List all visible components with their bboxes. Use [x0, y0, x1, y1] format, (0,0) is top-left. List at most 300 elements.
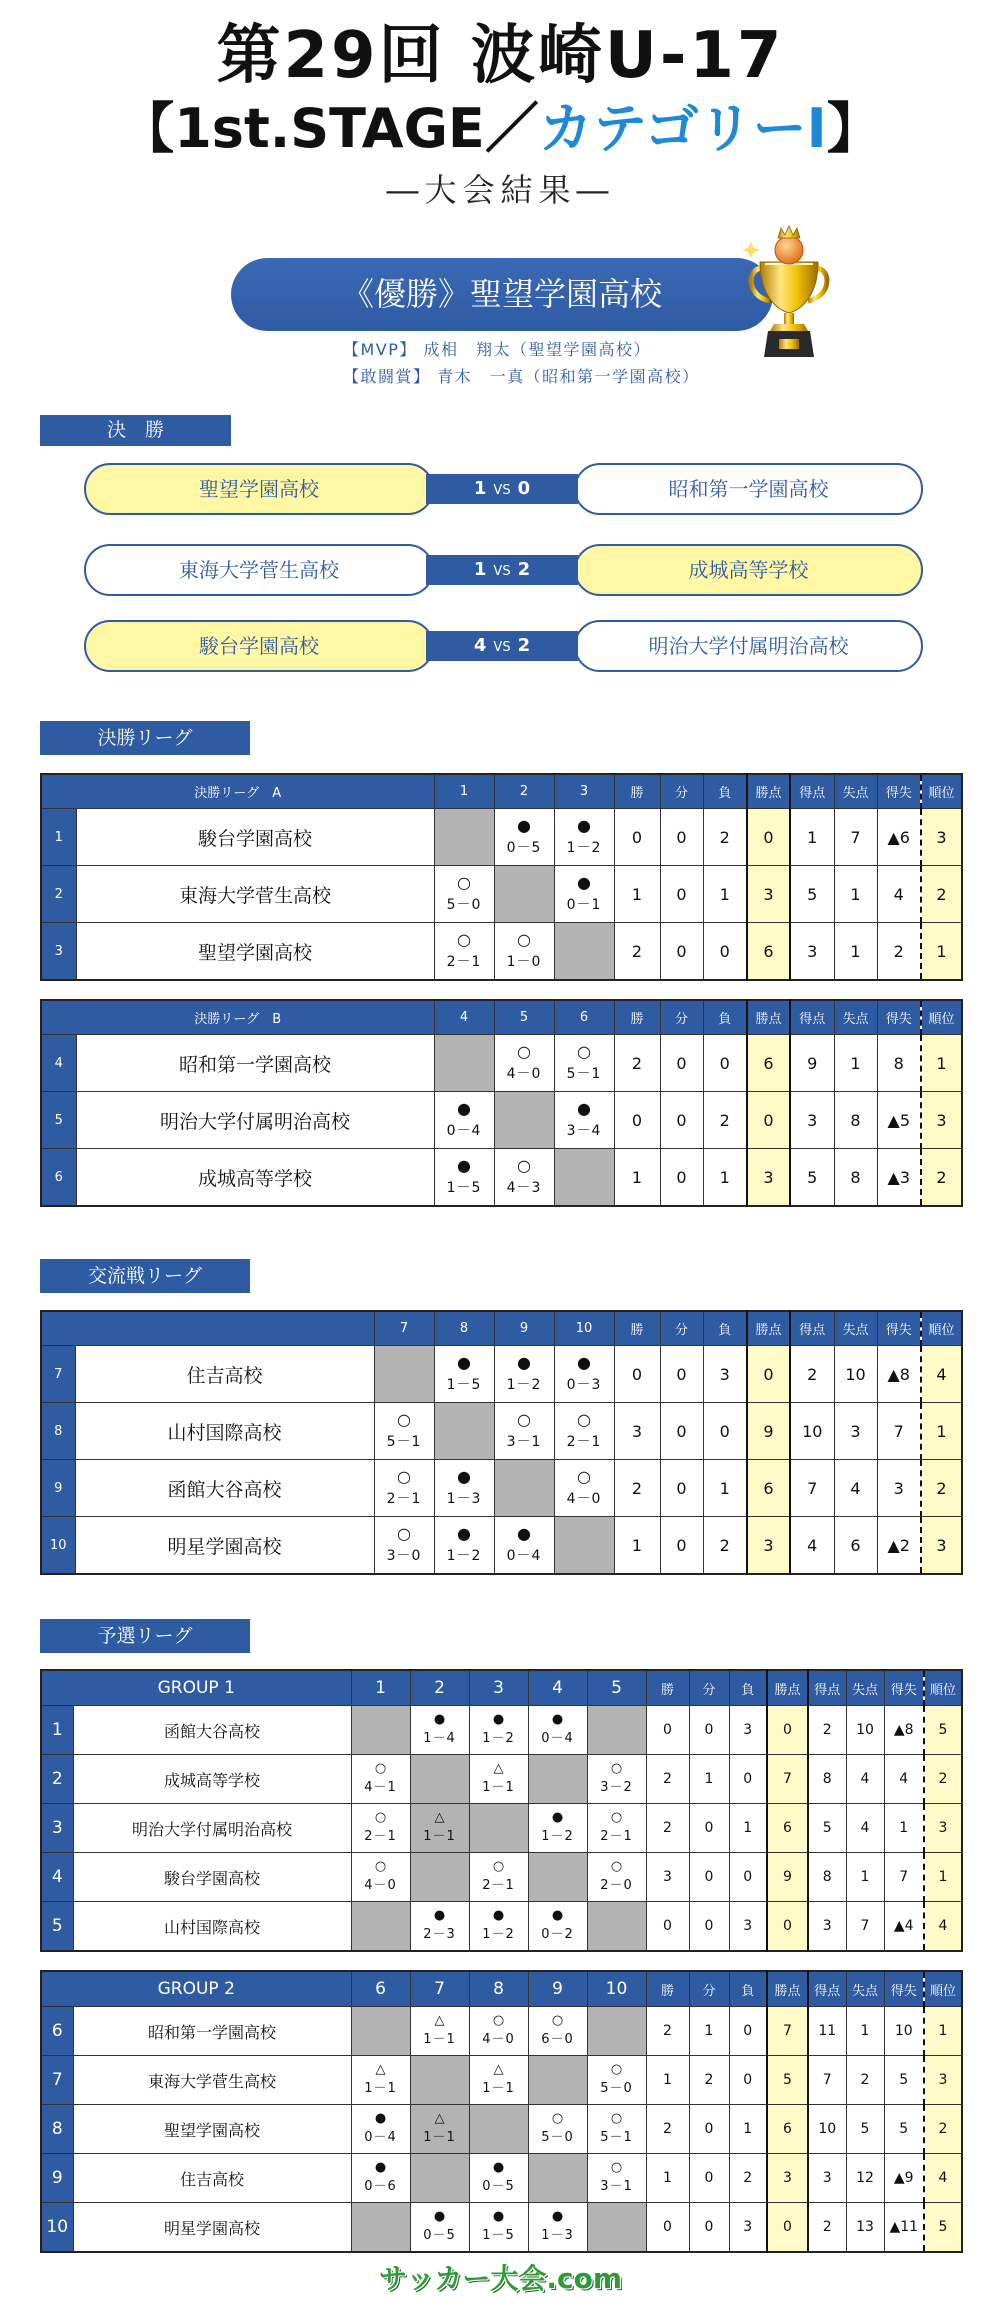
- team-name: 成城高等学校: [73, 1755, 351, 1804]
- match-result-cell: [528, 1706, 587, 1755]
- stat-points: 7: [767, 2007, 808, 2056]
- match-result: [411, 1805, 469, 1851]
- stat-losses: 3: [703, 1346, 747, 1403]
- no-match-cell: [587, 2007, 646, 2056]
- stat-draws: 1: [689, 1755, 729, 1804]
- stat-goals-against: 1: [846, 2007, 884, 2056]
- match-result: [555, 1461, 614, 1515]
- opponent-column-number: 9: [494, 1311, 554, 1346]
- stat-goals-for: 2: [808, 1706, 846, 1755]
- match-result-cell: [434, 866, 494, 923]
- team-name: 駿台学園高校: [73, 1853, 351, 1902]
- team-name: 東海大学菅生高校: [76, 866, 434, 923]
- exchange-league-section-header: 交流戦リーグ: [40, 1259, 250, 1293]
- match-result-cell: [587, 2105, 646, 2154]
- result-mark: ●: [577, 1353, 591, 1372]
- stat-goals-against: 13: [846, 2203, 884, 2253]
- stat-goals-for: 10: [790, 1403, 834, 1460]
- stat-draws: 0: [660, 1035, 703, 1092]
- final-league-section-header: 決勝リーグ: [40, 721, 250, 755]
- vs-label: VS: [493, 483, 511, 498]
- match-score: 0－2: [541, 1927, 574, 1942]
- match-score: 1－5: [446, 1180, 482, 1196]
- match-result: [495, 1150, 554, 1204]
- stat-rank: 1: [924, 1853, 962, 1902]
- match-result-cell: [434, 1346, 494, 1403]
- match-result-cell: [528, 2203, 587, 2253]
- final-match: [0, 544, 1001, 596]
- score-left: 4: [473, 635, 487, 656]
- stat-losses: 0: [729, 1853, 767, 1902]
- match-result: [529, 1805, 587, 1851]
- stat-losses: 0: [729, 2007, 767, 2056]
- match-result-cell: [374, 1460, 434, 1517]
- match-score: 1－1: [482, 1780, 515, 1795]
- match-score: 5－1: [600, 2130, 633, 2145]
- match-result: [555, 1404, 614, 1458]
- stat-goal-difference: ▲2: [877, 1517, 921, 1575]
- stat-wins-header: 勝: [646, 1971, 689, 2007]
- final-team-left: 駿台学園高校: [84, 620, 434, 672]
- no-match-cell: [351, 1902, 410, 1952]
- stat-losses: 0: [703, 1035, 747, 1092]
- team-name: 山村国際高校: [75, 1403, 374, 1460]
- stat-wins-header: 勝: [614, 1000, 660, 1035]
- table-row: [41, 2203, 962, 2253]
- stat-losses: 2: [703, 809, 747, 866]
- stat-points: 0: [767, 1706, 808, 1755]
- stat-draws-header: 分: [689, 1971, 729, 2007]
- match-result-cell: [351, 1853, 410, 1902]
- match-result: [352, 2155, 410, 2201]
- table-title: GROUP 1: [41, 1670, 351, 1706]
- stat-draws: 0: [660, 1092, 703, 1149]
- match-score: 4－0: [364, 1878, 397, 1893]
- stat-goals-for: 2: [808, 2203, 846, 2253]
- match-score: 4－0: [566, 1491, 602, 1507]
- stat-goals-for: 2: [790, 1346, 834, 1403]
- stat-wins: 1: [646, 2056, 689, 2105]
- match-result: [529, 1707, 587, 1753]
- no-match-cell: [554, 1149, 614, 1207]
- stat-goals-for: 3: [808, 1902, 846, 1952]
- stat-goals-for: 9: [790, 1035, 834, 1092]
- result-mark: ●: [551, 1712, 564, 1727]
- match-result-cell: [494, 1346, 554, 1403]
- table-row: [41, 2007, 962, 2056]
- result-mark: ●: [551, 2209, 564, 2224]
- stat-goal-difference: ▲6: [877, 809, 921, 866]
- match-result-cell: [434, 1092, 494, 1149]
- stat-goals-for: 3: [808, 2154, 846, 2203]
- result-mark: ●: [433, 1712, 446, 1727]
- match-score: 1－1: [423, 2130, 456, 2145]
- match-result: [470, 1854, 528, 1900]
- match-result-cell: [351, 1804, 410, 1853]
- no-match-cell: [469, 2105, 528, 2154]
- opponent-column-number: 4: [528, 1670, 587, 1706]
- stat-wins: 0: [614, 809, 660, 866]
- team-number: 5: [41, 1092, 76, 1149]
- match-result: [435, 1093, 494, 1147]
- table-title: 決勝リーグ B: [41, 1000, 434, 1035]
- table-row: [41, 923, 962, 981]
- stat-rank: 3: [924, 2056, 962, 2105]
- score-right: 2: [517, 635, 531, 656]
- match-result: [375, 1461, 434, 1515]
- no-match-cell: [410, 2154, 469, 2203]
- stat-goals-against: 10: [834, 1346, 877, 1403]
- opponent-column-number: 7: [410, 1971, 469, 2007]
- stat-goal-difference: 3: [877, 1460, 921, 1517]
- stat-points: 6: [767, 2105, 808, 2154]
- standings-table: [40, 773, 963, 981]
- no-match-cell: [374, 1346, 434, 1403]
- results-subtitle: ―大会結果―: [386, 171, 615, 209]
- stat-points: 0: [747, 1092, 790, 1149]
- team-number: 6: [41, 2007, 73, 2056]
- match-result-cell: [351, 2154, 410, 2203]
- match-score: 2－1: [600, 1829, 633, 1844]
- stat-wins: 2: [614, 1460, 660, 1517]
- match-result: [435, 924, 494, 978]
- table-row: [41, 1804, 962, 1853]
- stat-goal-difference-header: 得失: [877, 1311, 921, 1346]
- match-result-cell: [528, 1804, 587, 1853]
- match-score: 1－2: [446, 1548, 482, 1564]
- mvp-award: 【MVP】 成相 翔太（聖望学園高校）: [343, 340, 651, 359]
- match-result: [352, 2106, 410, 2152]
- no-match-cell: [494, 866, 554, 923]
- stat-rank: 1: [924, 2007, 962, 2056]
- stat-points-header: 勝点: [747, 1311, 790, 1346]
- stat-goal-difference: ▲8: [884, 1706, 924, 1755]
- no-match-cell: [410, 2056, 469, 2105]
- match-result: [435, 1518, 494, 1572]
- team-number: 9: [41, 1460, 75, 1517]
- stat-draws: 0: [660, 1460, 703, 1517]
- match-result: [435, 1150, 494, 1204]
- stat-losses: 3: [729, 1902, 767, 1952]
- stat-losses: 2: [703, 1092, 747, 1149]
- final-team-right: 明治大学付属明治高校: [574, 620, 923, 672]
- match-result: [529, 2008, 587, 2054]
- result-mark: ●: [433, 1908, 446, 1923]
- match-result: [470, 2155, 528, 2201]
- stat-wins: 0: [646, 2203, 689, 2253]
- table-row: [41, 1346, 962, 1403]
- stat-points: 7: [767, 1755, 808, 1804]
- no-match-cell: [351, 1706, 410, 1755]
- table-row: [41, 1706, 962, 1755]
- opponent-column-number: 10: [554, 1311, 614, 1346]
- team-number: 4: [41, 1853, 73, 1902]
- final-score: [426, 555, 578, 585]
- match-score: 1－2: [482, 1927, 515, 1942]
- match-result: [495, 1347, 554, 1401]
- stat-points: 9: [767, 1853, 808, 1902]
- match-result-cell: [587, 1755, 646, 1804]
- stat-goal-difference: 5: [884, 2105, 924, 2154]
- stat-wins: 1: [614, 866, 660, 923]
- stat-goal-difference-header: 得失: [884, 1971, 924, 2007]
- team-number: 10: [41, 2203, 73, 2253]
- stat-draws: 0: [660, 1346, 703, 1403]
- match-result-cell: [554, 1346, 614, 1403]
- result-mark: ○: [374, 1761, 387, 1776]
- match-score: 1－2: [482, 1731, 515, 1746]
- match-result: [529, 1903, 587, 1949]
- stat-goal-difference: 7: [884, 1853, 924, 1902]
- fighting-spirit-award: 【敢闘賞】 青木 一真（昭和第一学園高校）: [343, 367, 700, 386]
- opponent-column-number: 3: [554, 774, 614, 809]
- stat-points: 3: [747, 866, 790, 923]
- match-result-cell: [351, 1755, 410, 1804]
- match-result: [529, 2204, 587, 2250]
- stat-draws-header: 分: [660, 1000, 703, 1035]
- result-mark: ○: [610, 1859, 623, 1874]
- stat-wins-header: 勝: [614, 774, 660, 809]
- team-name: 明治大学付属明治高校: [76, 1092, 434, 1149]
- stage-label: 【1st.STAGE／: [120, 97, 539, 160]
- match-result-cell: [587, 2154, 646, 2203]
- result-mark: ●: [577, 873, 591, 892]
- stat-losses: 1: [703, 866, 747, 923]
- team-name: 明星学園高校: [73, 2203, 351, 2253]
- match-result-cell: [469, 1902, 528, 1952]
- match-result: [555, 867, 614, 921]
- table-row: [41, 809, 962, 866]
- stat-points: 0: [747, 809, 790, 866]
- match-score: 4－3: [506, 1180, 542, 1196]
- match-result: [411, 1903, 469, 1949]
- opponent-column-number: 8: [434, 1311, 494, 1346]
- match-score: 3－1: [506, 1434, 542, 1450]
- stat-wins: 3: [614, 1403, 660, 1460]
- stat-goals-against-header: 失点: [846, 1670, 884, 1706]
- result-mark: ●: [433, 2209, 446, 2224]
- stat-rank-header: 順位: [921, 1311, 962, 1346]
- stat-rank: 3: [924, 1804, 962, 1853]
- match-result: [495, 810, 554, 864]
- match-score: 3－4: [566, 1123, 602, 1139]
- opponent-column-number: 6: [351, 1971, 410, 2007]
- result-mark: ○: [610, 2160, 623, 2175]
- team-name: 函館大谷高校: [73, 1706, 351, 1755]
- stat-draws: 0: [689, 1804, 729, 1853]
- stat-draws: 0: [660, 1403, 703, 1460]
- team-number: 6: [41, 1149, 76, 1207]
- stat-losses: 1: [729, 2105, 767, 2154]
- match-score: 5－0: [541, 2130, 574, 2145]
- stat-points: 3: [747, 1517, 790, 1575]
- team-name: 山村国際高校: [73, 1902, 351, 1952]
- stat-losses: 3: [729, 1706, 767, 1755]
- match-result-cell: [587, 1804, 646, 1853]
- match-result: [470, 1903, 528, 1949]
- opponent-column-number: 8: [469, 1971, 528, 2007]
- table-row: [41, 866, 962, 923]
- match-score: 0－5: [423, 2228, 456, 2243]
- match-result: [495, 1518, 554, 1572]
- opponent-column-number: 1: [351, 1670, 410, 1706]
- stat-goals-for: 5: [808, 1804, 846, 1853]
- category-label: カテゴリーI: [538, 97, 827, 160]
- stat-losses: 1: [703, 1460, 747, 1517]
- result-mark: ●: [457, 1099, 471, 1118]
- match-score: 2－1: [566, 1434, 602, 1450]
- match-score: 2－1: [386, 1491, 422, 1507]
- stat-draws: 0: [660, 1149, 703, 1207]
- match-score: 0－5: [482, 2179, 515, 2194]
- stat-wins: 0: [614, 1092, 660, 1149]
- result-mark: ○: [457, 873, 471, 892]
- table-row: [41, 1755, 962, 1804]
- match-score: 0－1: [566, 897, 602, 913]
- stat-rank: 3: [921, 1092, 962, 1149]
- stat-points: 0: [767, 1902, 808, 1952]
- table-row: [41, 1035, 962, 1092]
- trophy-icon: [743, 222, 835, 362]
- stat-draws: 1: [689, 2007, 729, 2056]
- stat-wins-header: 勝: [646, 1670, 689, 1706]
- vs-label: VS: [493, 564, 511, 579]
- match-result-cell: [554, 866, 614, 923]
- stat-points: 0: [747, 1346, 790, 1403]
- opponent-column-number: 10: [587, 1971, 646, 2007]
- page-title: 第29回 波崎U-17: [216, 19, 785, 93]
- stat-draws: 0: [689, 1853, 729, 1902]
- final-score: [426, 474, 578, 504]
- opponent-column-number: 9: [528, 1971, 587, 2007]
- team-name: 明治大学付属明治高校: [73, 1804, 351, 1853]
- stat-rank-header: 順位: [921, 1000, 962, 1035]
- opponent-column-number: 4: [434, 1000, 494, 1035]
- result-mark: ●: [457, 1353, 471, 1372]
- result-mark: △: [493, 1761, 504, 1776]
- stat-goals-against: 12: [846, 2154, 884, 2203]
- standings-table: [40, 1310, 963, 1575]
- stat-points-header: 勝点: [747, 774, 790, 809]
- match-score: 1－1: [482, 2081, 515, 2096]
- stat-wins: 0: [646, 1706, 689, 1755]
- stat-losses-header: 負: [703, 1000, 747, 1035]
- match-score: 1－0: [506, 954, 542, 970]
- stat-goals-for: 7: [808, 2056, 846, 2105]
- match-result-cell: [469, 1853, 528, 1902]
- stat-goal-difference: 4: [877, 866, 921, 923]
- match-result-cell: [587, 2056, 646, 2105]
- stat-goal-difference: ▲3: [877, 1149, 921, 1207]
- stat-goals-for-header: 得点: [808, 1971, 846, 2007]
- result-mark: ●: [492, 2209, 505, 2224]
- team-name: 駿台学園高校: [76, 809, 434, 866]
- stat-draws: 0: [660, 809, 703, 866]
- stat-goals-against: 8: [834, 1092, 877, 1149]
- result-mark: ●: [457, 1467, 471, 1486]
- no-match-cell: [434, 1403, 494, 1460]
- stat-points: 3: [767, 2154, 808, 2203]
- match-score: 0－4: [446, 1123, 482, 1139]
- stat-losses: 0: [729, 2056, 767, 2105]
- match-result: [411, 1707, 469, 1753]
- result-mark: ●: [577, 816, 591, 835]
- stat-wins-header: 勝: [614, 1311, 660, 1346]
- result-mark: ○: [610, 1761, 623, 1776]
- result-mark: △: [434, 1810, 445, 1825]
- opponent-column-number: 3: [469, 1670, 528, 1706]
- result-mark: ●: [517, 816, 531, 835]
- stat-losses-header: 負: [703, 1311, 747, 1346]
- stat-points: 9: [747, 1403, 790, 1460]
- match-result-cell: [587, 1853, 646, 1902]
- stat-rank: 2: [924, 1755, 962, 1804]
- result-mark: ●: [551, 1908, 564, 1923]
- result-mark: ●: [492, 2160, 505, 2175]
- stat-wins: 1: [646, 2154, 689, 2203]
- table-row: [41, 1517, 962, 1575]
- final-team-right: 成城高等学校: [574, 544, 923, 596]
- match-score: 1－4: [423, 1731, 456, 1746]
- match-result-cell: [469, 2007, 528, 2056]
- final-score: [426, 631, 578, 661]
- stat-goals-against-header: 失点: [834, 774, 877, 809]
- stat-losses: 0: [729, 1755, 767, 1804]
- result-mark: ○: [610, 2062, 623, 2077]
- match-score: 5－1: [566, 1066, 602, 1082]
- table-row: [41, 2105, 962, 2154]
- final-team-left: 東海大学菅生高校: [84, 544, 434, 596]
- match-score: 2－3: [423, 1927, 456, 1942]
- match-result-cell: [469, 1706, 528, 1755]
- match-result: [495, 1404, 554, 1458]
- stat-goals-against-header: 失点: [846, 1971, 884, 2007]
- match-result-cell: [528, 2105, 587, 2154]
- score-right: 0: [517, 478, 531, 499]
- result-mark: ○: [492, 1859, 505, 1874]
- match-score: 2－0: [600, 1878, 633, 1893]
- result-mark: ●: [551, 1810, 564, 1825]
- match-result: [470, 2057, 528, 2103]
- match-result-cell: [410, 1706, 469, 1755]
- standings-table: [40, 999, 963, 1207]
- stat-goal-difference: ▲9: [884, 2154, 924, 2203]
- stat-goal-difference: ▲11: [884, 2203, 924, 2253]
- table-header-row: [41, 1971, 962, 2007]
- match-result-cell: [494, 809, 554, 866]
- stat-goals-for: 3: [790, 1092, 834, 1149]
- match-score: 3－2: [600, 1780, 633, 1795]
- result-mark: ○: [551, 2013, 564, 2028]
- stat-goal-difference-header: 得失: [884, 1670, 924, 1706]
- team-number: 1: [41, 809, 76, 866]
- result-mark: ●: [492, 1908, 505, 1923]
- table-title: GROUP 2: [41, 1971, 351, 2007]
- stat-goal-difference-header: 得失: [877, 774, 921, 809]
- match-score: 1－1: [423, 1829, 456, 1844]
- stat-goals-for: 4: [790, 1517, 834, 1575]
- match-result: [435, 1461, 494, 1515]
- result-mark: ○: [374, 1859, 387, 1874]
- match-result: [555, 1036, 614, 1090]
- stat-wins: 2: [646, 2105, 689, 2154]
- stat-rank: 2: [924, 2105, 962, 2154]
- table-row: [41, 1149, 962, 1207]
- team-number: 9: [41, 2154, 73, 2203]
- no-match-cell: [587, 1902, 646, 1952]
- stat-wins: 2: [646, 2007, 689, 2056]
- match-score: 3－0: [386, 1548, 422, 1564]
